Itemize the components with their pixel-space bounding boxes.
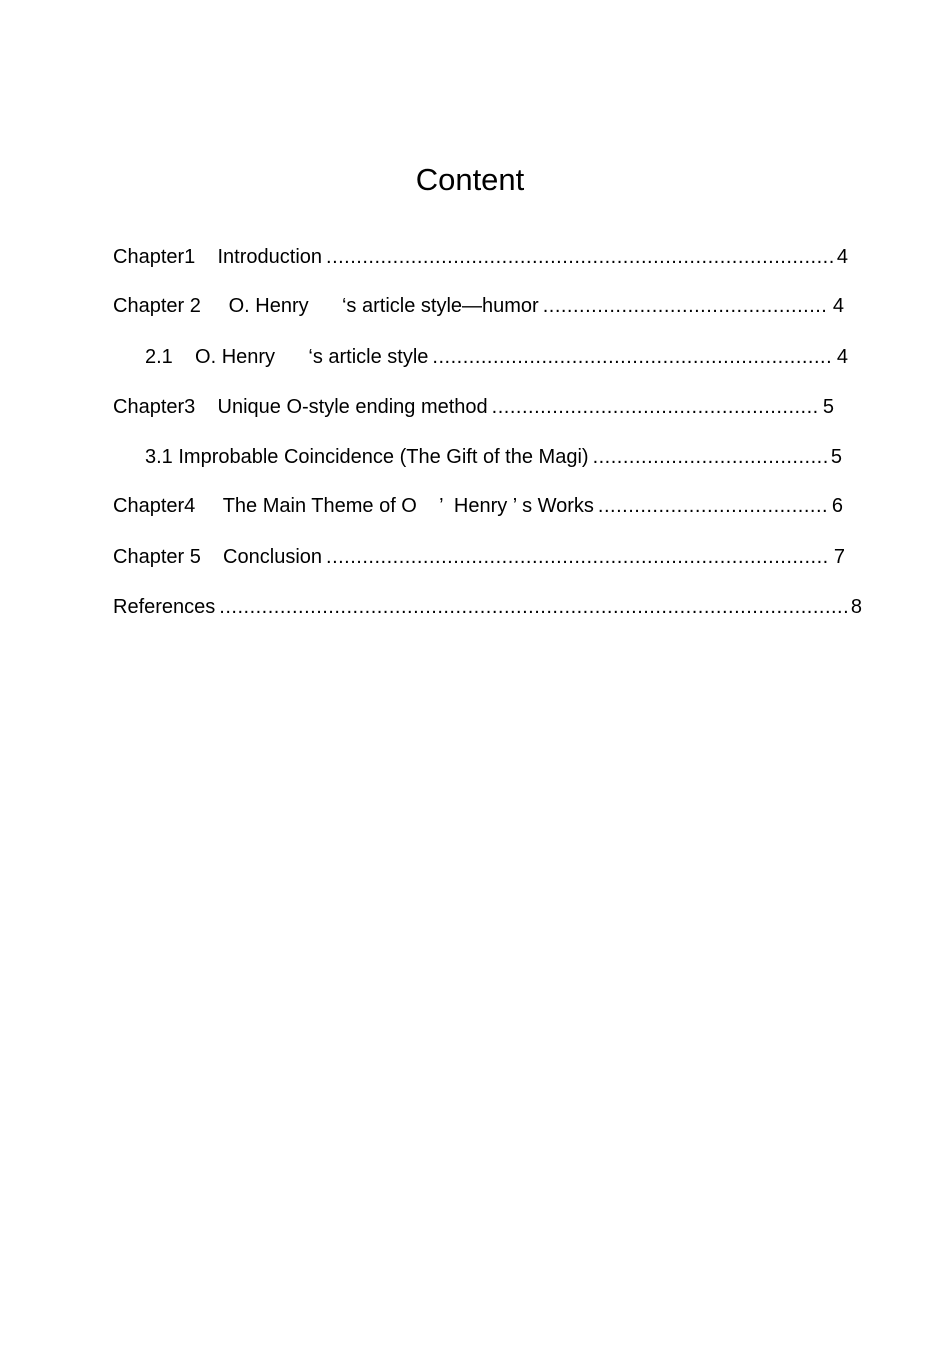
toc-dot-leader	[543, 292, 829, 320]
toc-entry-label: Chapter 5 Conclusion	[113, 546, 323, 568]
toc-entry-label: Chapter1 Introduction	[113, 246, 323, 268]
toc-entry-chapter5[interactable]	[113, 543, 845, 571]
toc-page-number: 5	[830, 446, 842, 468]
page-title: Content	[415, 162, 525, 197]
toc-entry-chapter4[interactable]	[113, 492, 843, 520]
toc-entry-section-3-1[interactable]	[145, 443, 842, 471]
toc-dot-leader	[432, 343, 832, 371]
toc-dot-leader	[593, 443, 827, 471]
toc-page-number: 4	[836, 346, 848, 368]
toc-page-number: 4	[836, 246, 848, 268]
toc-entry-label: 2.1 O. Henry ‘s article style	[145, 346, 429, 368]
toc-dot-leader	[598, 492, 828, 520]
toc-dot-leader	[492, 393, 819, 421]
toc-entry-section-2-1[interactable]	[145, 343, 848, 371]
toc-page-number: 6	[831, 495, 843, 517]
toc-dot-leader	[326, 243, 833, 271]
toc-page-number: 4	[832, 295, 844, 317]
toc-dot-leader	[326, 543, 830, 571]
toc-entry-chapter3[interactable]	[113, 393, 834, 421]
toc-entry-label: 3.1 Improbable Coincidence (The Gift of the Magi)	[145, 446, 589, 468]
toc-page-number: 8	[850, 596, 862, 618]
toc-dot-leader	[219, 593, 847, 621]
toc-entry-label: References	[113, 596, 216, 618]
toc-entry-chapter2[interactable]	[113, 292, 844, 320]
toc-entry-references[interactable]	[113, 593, 862, 621]
toc-entry-label: Chapter 2 O. Henry ‘s article style—humor	[113, 295, 539, 317]
toc-entry-label: Chapter3 Unique O-style ending method	[113, 396, 488, 418]
toc-page-number: 7	[833, 546, 845, 568]
toc-entry-label: Chapter4 The Main Theme of O ’ Henry ’ s Works	[113, 495, 594, 517]
toc-entry-chapter1[interactable]	[113, 243, 848, 271]
toc-page-number: 5	[822, 396, 834, 418]
